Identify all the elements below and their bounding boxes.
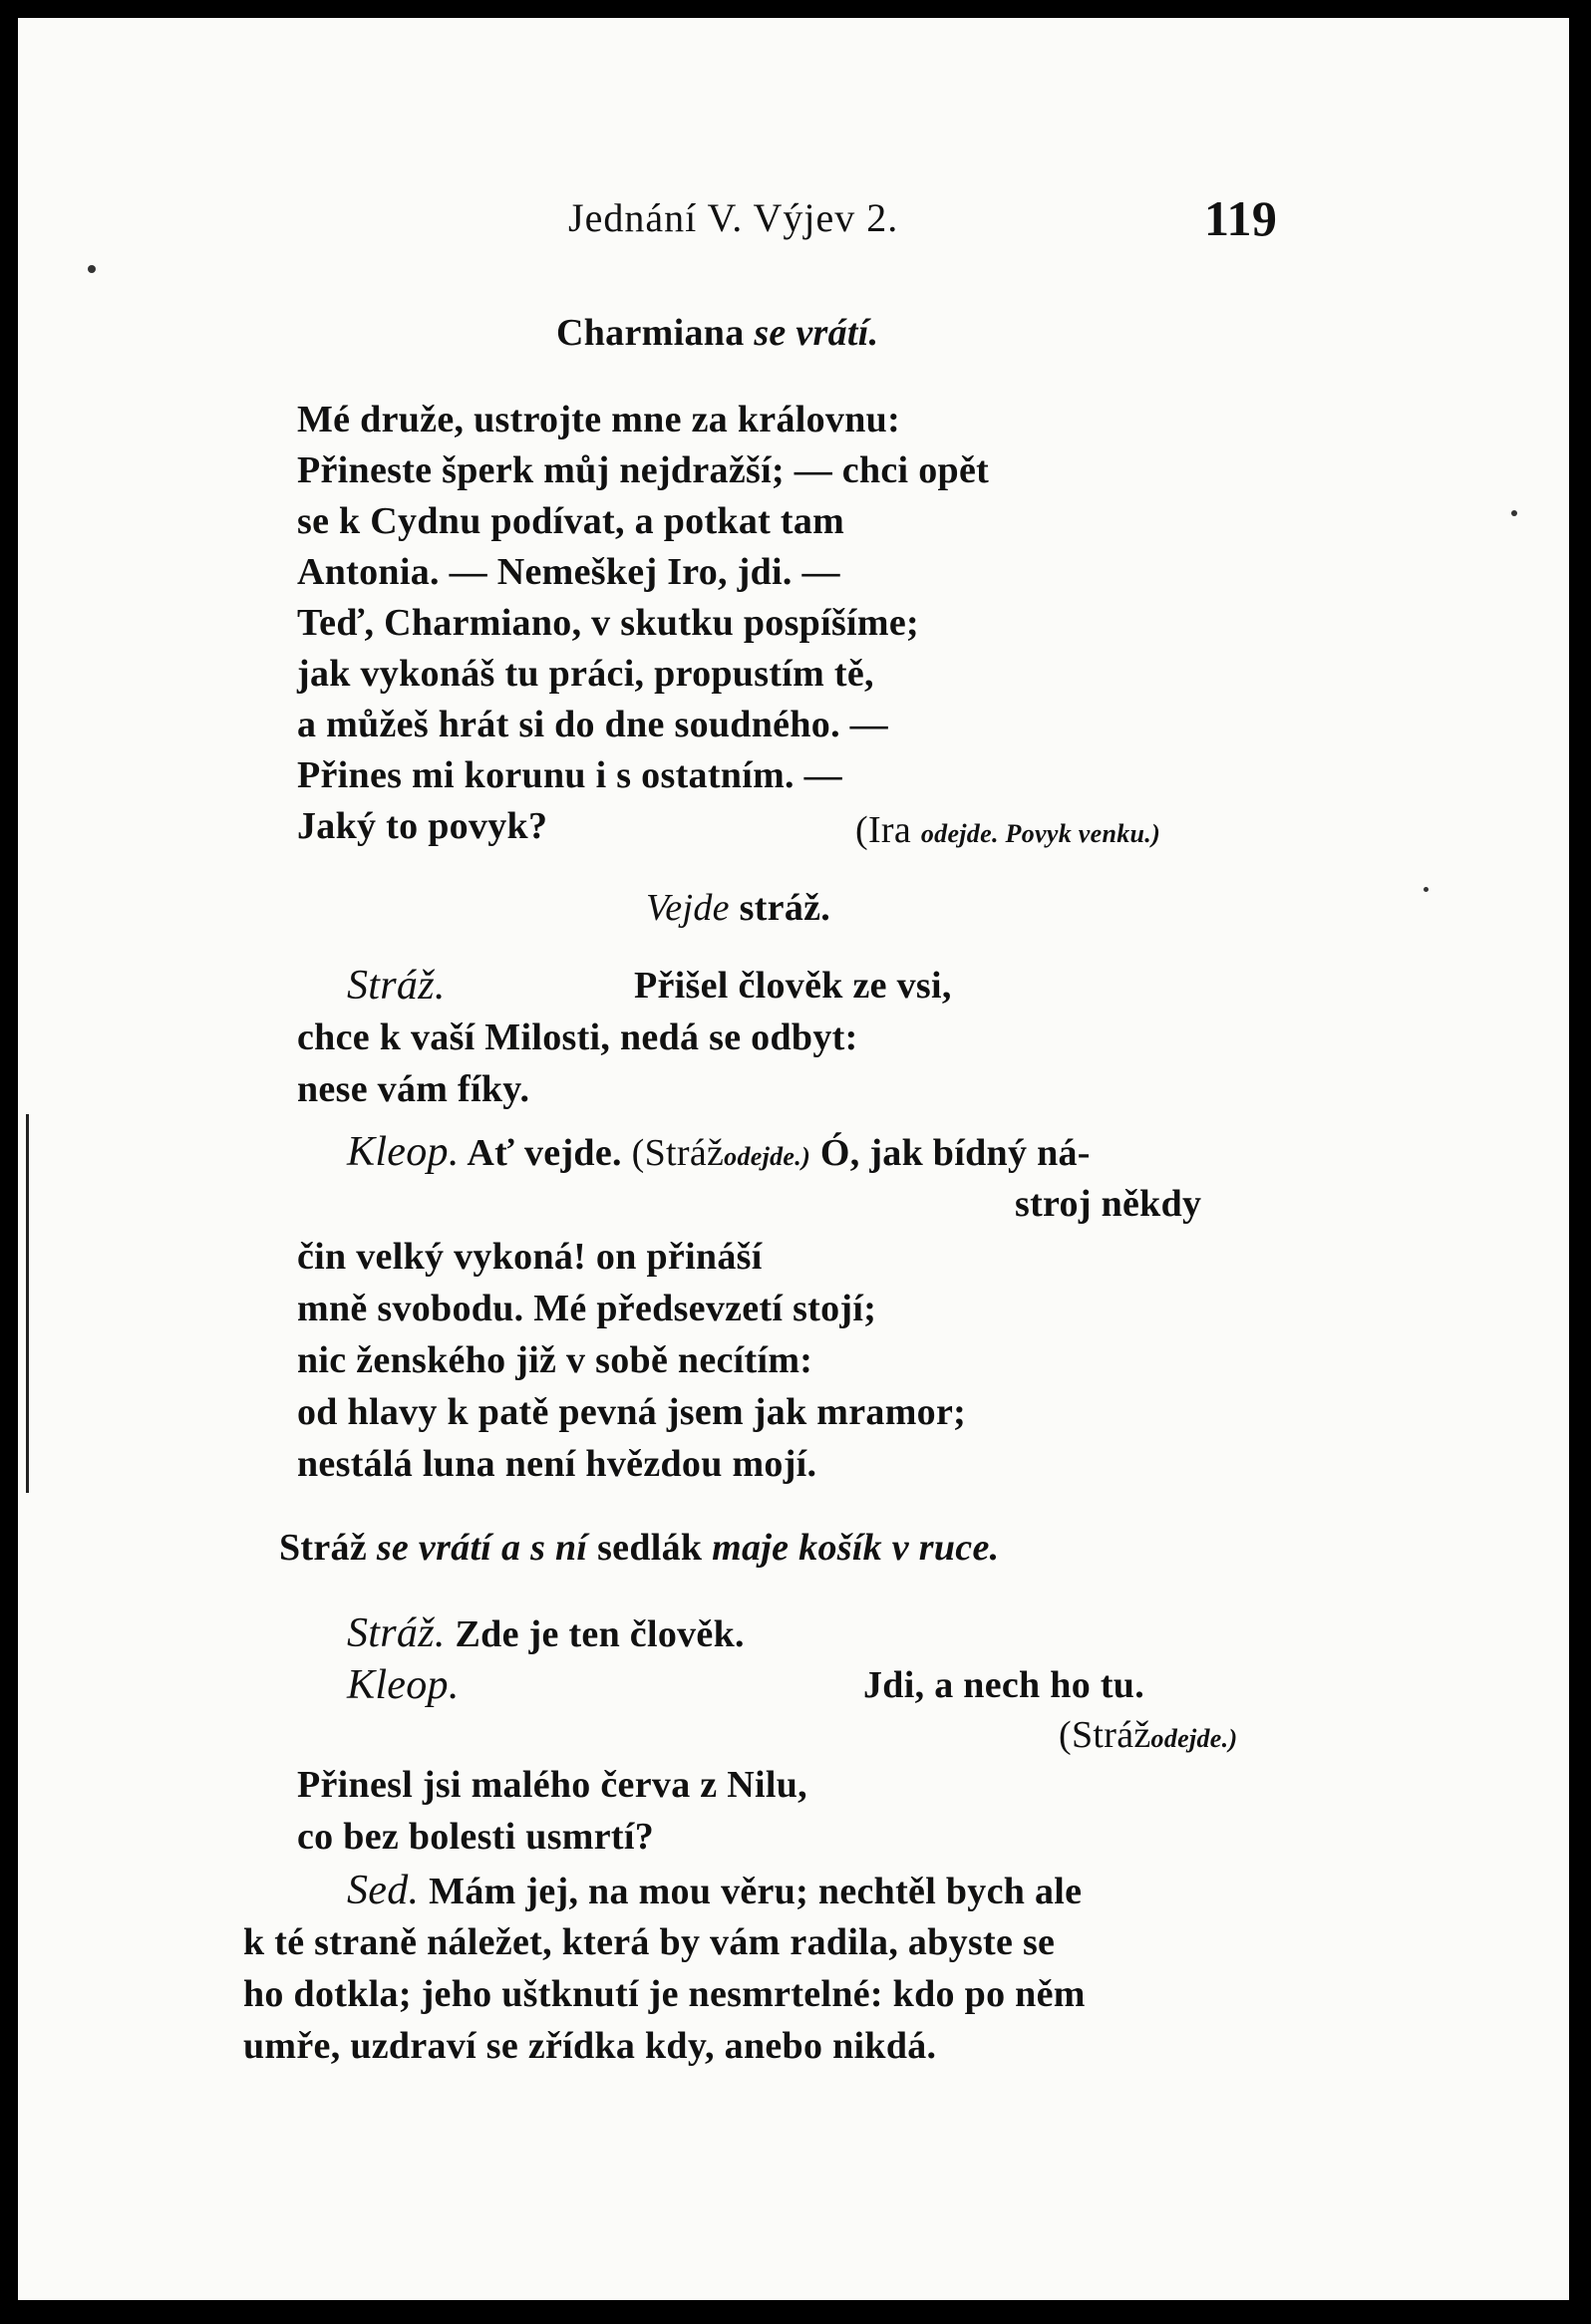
verse-line: stroj někdy <box>1015 1183 1202 1225</box>
speaker-kleop: Kleop. <box>347 1662 460 1708</box>
verse-line: a můžeš hrát si do dne soudného. — <box>297 704 888 745</box>
stage-direction-guard-returns: Stráž se vrátí a s ní sedlák maje košík v ruce. <box>279 1527 1000 1569</box>
guard-line: Stráž. Zde je ten člověk. <box>347 1610 745 1656</box>
book-page <box>18 18 1569 2300</box>
kleop-line: Kleop. Ať vejde. (Strážodejde.) Ó, jak bídný ná- <box>347 1129 1091 1175</box>
prose-line: k té straně náležet, která by vám radila, abyste se <box>243 1921 1056 1963</box>
verse-line: se k Cydnu podívat, a potkat tam <box>297 500 845 542</box>
speaker-peasant: Sed. <box>347 1868 420 1913</box>
speaker-guard: Stráž. <box>347 1610 446 1656</box>
verse-line: nese vám fíky. <box>297 1068 530 1110</box>
verse-line: mně svobodu. Mé předsevzetí stojí; <box>297 1288 877 1329</box>
prose-line: ho dotkla; jeho uštknutí je nesmrtelné: kdo po něm <box>243 1973 1086 2015</box>
character-name: Charmiana <box>556 312 745 354</box>
page-spine-edge <box>26 1114 43 1493</box>
verse-line: Teď, Charmiano, v skutku pospíšíme; <box>297 602 919 644</box>
stage-direction-guard-enters: Vejde stráž. <box>646 887 831 929</box>
verse-line: nestálá luna není hvězdou mojí. <box>297 1443 817 1485</box>
stage-text: se vrátí. <box>754 312 879 354</box>
verse-line: Přinesl jsi malého červa z Nilu, <box>297 1764 807 1806</box>
verse-line: co bez bolesti usmrtí? <box>297 1816 655 1858</box>
peasant-line: Sed. Mám jej, na mou věru; nechtěl bych ale <box>347 1868 1083 1913</box>
verse-line: Přineste šperk můj nejdražší; — chci opět <box>297 449 990 491</box>
verse-line: čin velký vykoná! on přináší <box>297 1236 763 1278</box>
stage-direction-guard-exits: (Strážodejde.) <box>1059 1714 1238 1756</box>
page-number: 119 <box>1204 190 1278 246</box>
stage-direction-charmiana <box>556 310 878 356</box>
verse-line: Antonia. — Nemeškej Iro, jdi. — <box>297 551 840 593</box>
verse-line: od hlavy k patě pevná jsem jak mramor; <box>297 1391 967 1433</box>
verse-line: Přišel člověk ze vsi, <box>634 965 952 1007</box>
prose-line: umře, uzdraví se zřídka kdy, anebo nikdá. <box>243 2025 937 2067</box>
ink-speck <box>88 265 96 273</box>
verse-line: chce k vaší Milosti, nedá se odbyt: <box>297 1017 858 1058</box>
ink-speck <box>1511 510 1517 516</box>
ink-speck <box>1424 887 1429 892</box>
verse-line: Jdi, a nech ho tu. <box>863 1664 1145 1706</box>
speaker-guard: Stráž. <box>347 963 446 1009</box>
verse-line: jak vykonáš tu práci, propustím tě, <box>297 653 874 695</box>
verse-line: Jaký to povyk? <box>297 805 548 847</box>
verse-line: Mé druže, ustrojte mne za královnu: <box>297 399 901 440</box>
running-header: Jednání V. Výjev 2. <box>568 195 899 240</box>
stage-direction-ira: (Ira odejde. Povyk venku.) <box>855 809 1161 851</box>
verse-line: Přines mi korunu i s ostatním. — <box>297 754 842 796</box>
verse-line: nic ženského již v sobě necítím: <box>297 1339 813 1381</box>
speaker-kleop: Kleop. <box>347 1129 460 1175</box>
